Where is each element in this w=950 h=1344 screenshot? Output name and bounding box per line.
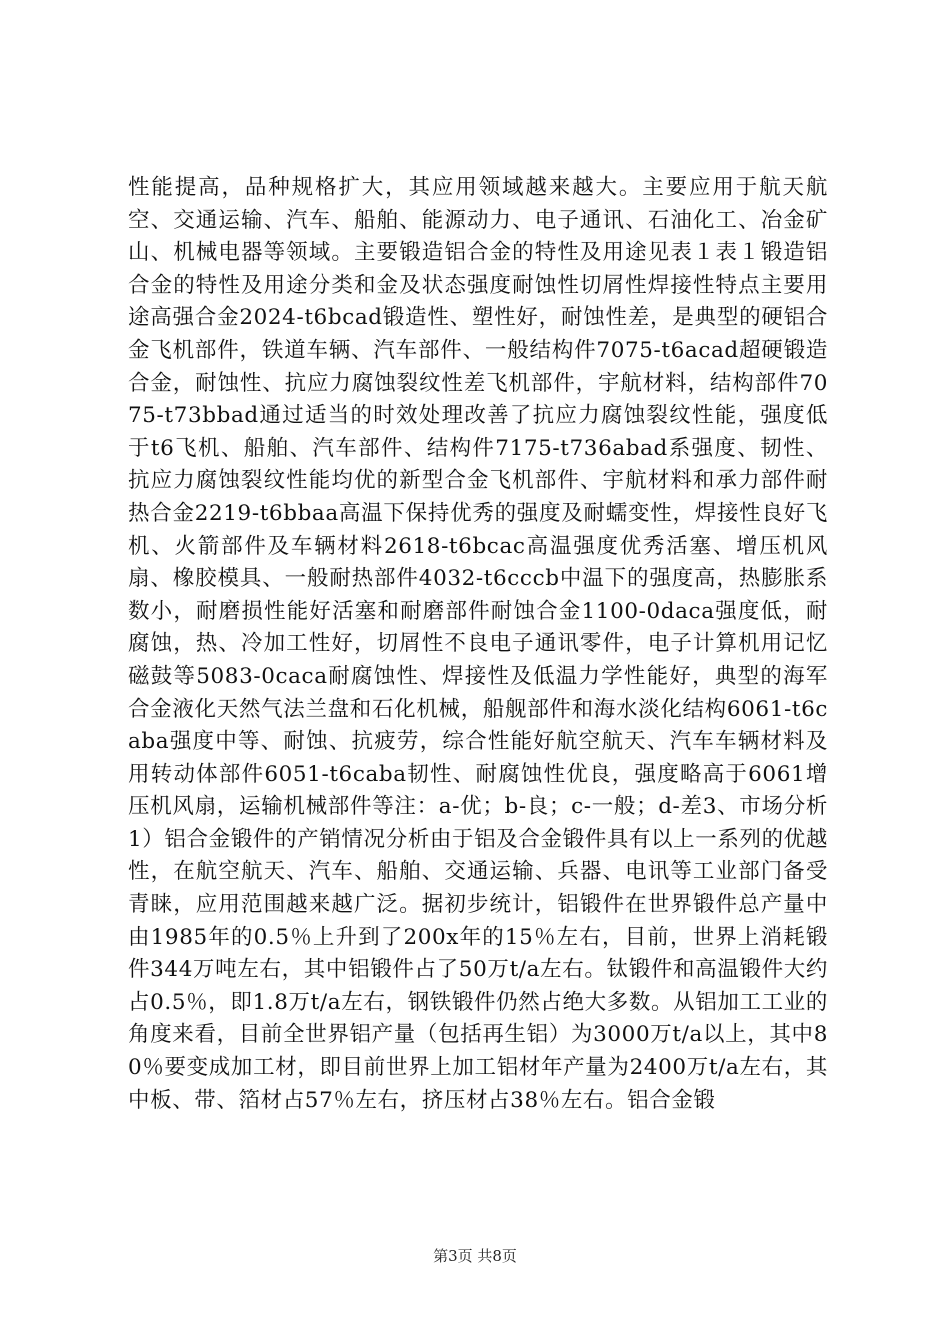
body-paragraph: 性能提高，品种规格扩大，其应用领域越来越大。主要应用于航天航空、交通运输、汽车、船舶、能源动力、电子通讯、石油化工、冶金矿山、机械电器等领域。主要锻造铝合金的特性及用途见表１表１锻造铝合金的特性及用途分类和金及状态强度耐蚀性切屑性焊接性特点主要用途高强合金2024-t6bcad锻造性、塑性好，耐蚀性差，是典型的硬铝合金飞机部件，铁道车辆、汽车部件、一般结构件7075-t6acad超硬锻造合金，耐蚀性、抗应力腐蚀裂纹性差飞机部件，宇航材料，结构部件7075-t73bbad通过适当的时效处理改善了抗应力腐蚀裂纹性能，强度低于t6飞机、船舶、汽车部件、结构件7175-t736abad系强度、韧性、抗应力腐蚀裂纹性能均优的新型合金飞机部件、宇航材料和承力部件耐热合金2219-t6bbaa高温下保持优秀的强度及耐蠕变性，焊接性良好飞机、火箭部件及车辆材料2618-t6bcac高温强度优秀活塞、增压机风扇、橡胶模具、一般耐热部件4032-t6cccb中温下的强度高，热膨胀系数小，耐磨损性能好活塞和耐磨部件耐蚀合金1100-0daca强度低，耐腐蚀，热、冷加工性好，切屑性不良电子通讯零件，电子计算机用记忆磁鼓等5083-0caca耐腐蚀性、焊接性及低温力学性能好，典型的海军合金液化天然气法兰盘和石化机械，船舰部件和海水淡化结构6061-t6caba强度中等、耐蚀、抗疲劳，综合性能好航空航天、汽车车辆材料及用转动体部件6051-t6caba韧性、耐腐蚀性优良，强度略高于6061增压机风扇，运输机械部件等注：a-优；b-良；c-一般；d-差3、市场分析1）铝合金锻件的产销情况分析由于铝及合金锻件具有以上一系列的优越性，在航空航天、汽车、船舶、交通运输、兵器、电讯等工业部门备受青睐，应用范围越来越广泛。据初步统计，铝锻件在世界锻件总产量中由1985年的0.5％上升到了200x年的15％左右，目前，世界上消耗锻件344万吨左右，其中铝锻件占了50万t/a左右。钛锻件和高温锻件大约占0.5％，即1.8万t/a左右，钢铁锻件仍然占绝大多数。从铝加工工业的角度来看，目前全世界铝产量（包括再生铝）为3000万t/a以上，其中80％要变成加工材，即目前世界上加工铝材年产量为2400万t/a左右，其中板、带、箔材占57％左右，挤压材占38％左右。铝合金锻 [128, 175, 828, 1113]
page-number-footer: 第3页 共8页 [433, 1247, 517, 1265]
